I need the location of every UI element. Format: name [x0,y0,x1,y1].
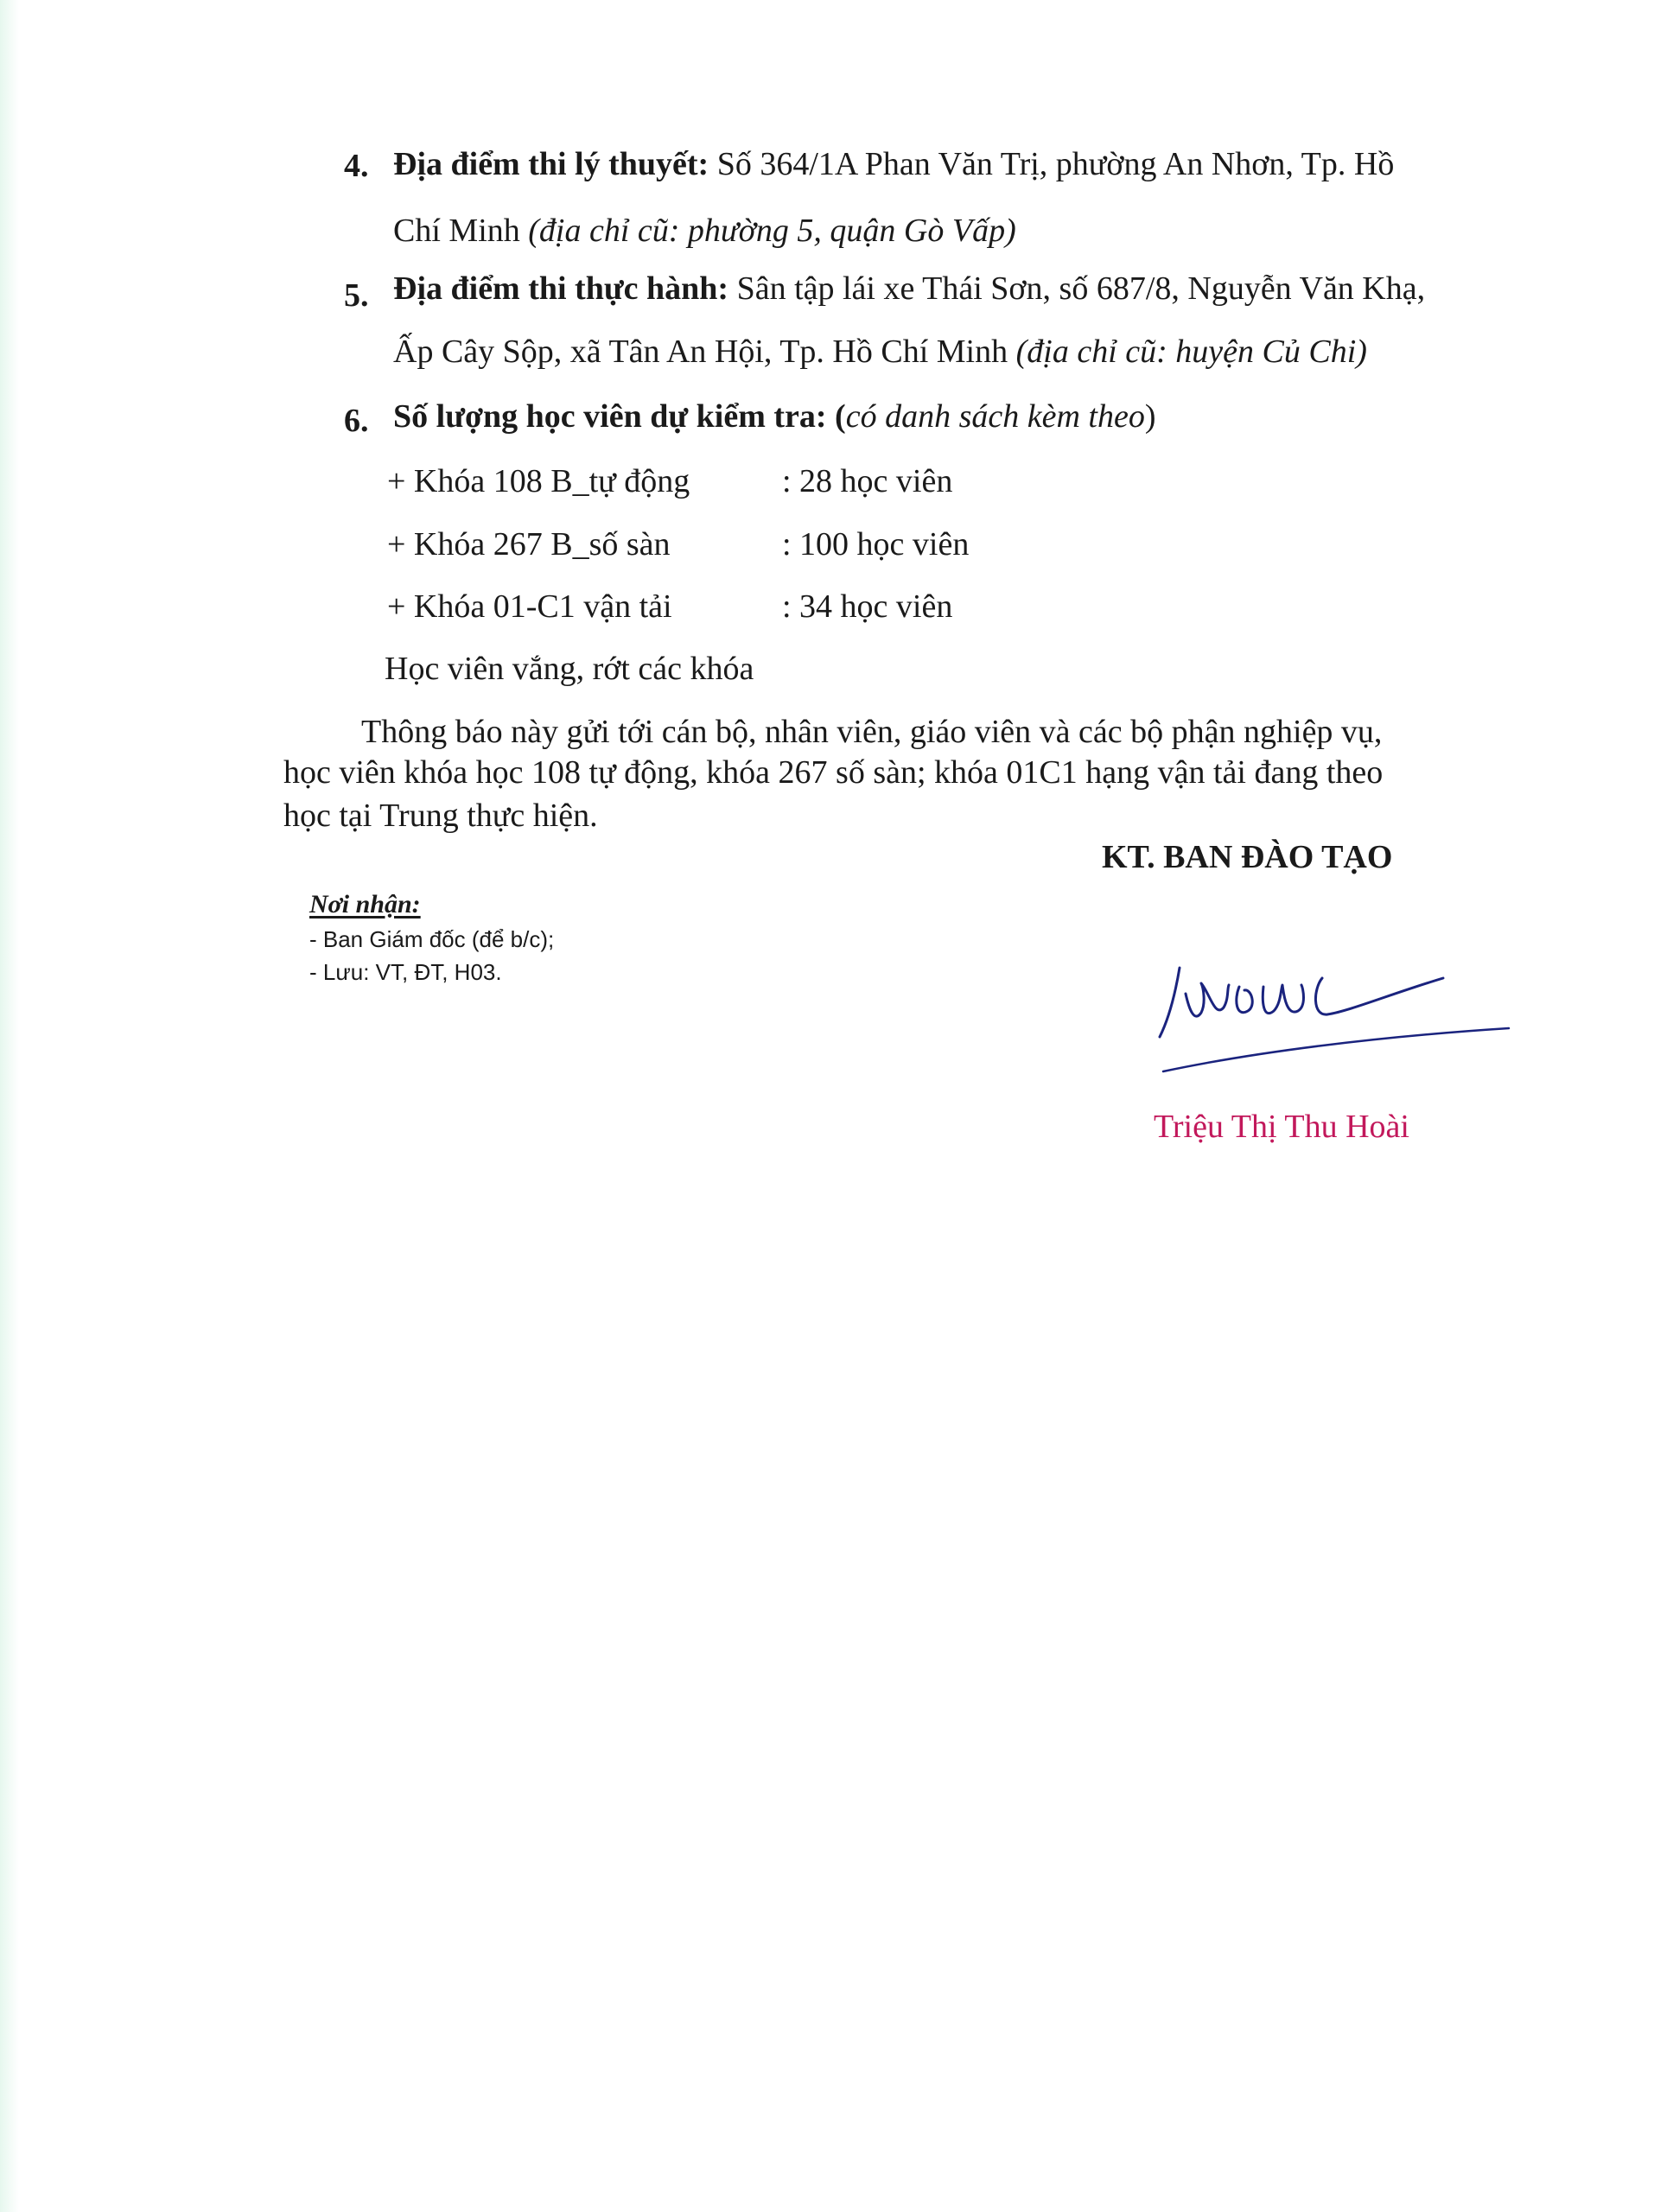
absent-note: Học viên vắng, rớt các khóa [385,651,754,687]
item-note: có danh sách kèm theo [845,398,1145,435]
item-line [393,270,1425,308]
item-line [393,212,1016,250]
course-count: : 28 học viên [782,463,953,499]
course-name: + Khóa 108 B_tự động [387,463,690,499]
course-count: : 100 học viên [782,526,970,563]
item-line [393,397,1156,435]
paragraph-line: học tại Trung thực hiện. [283,798,598,834]
paragraph-line: học viên khóa học 108 tự động, khóa 267 số sàn; khóa 01C1 hạng vận tải đang theo [283,754,1384,791]
item-number: 5. [344,277,369,314]
item-note: (địa chỉ cũ: huyện Củ Chi) [1015,334,1367,370]
scan-edge [0,0,19,2212]
signer-name: Triệu Thị Thu Hoài [1154,1109,1409,1145]
item-text: Chí Minh [393,213,529,249]
course-name: + Khóa 01-C1 vận tải [387,588,672,625]
recipients-line: - Lưu: VT, ĐT, H03. [309,959,502,985]
item-close: ) [1144,398,1156,435]
paragraph-line: Thông báo này gửi tới cán bộ, nhân viên, giáo viên và các bộ phận nghiệp vụ, [361,714,1383,750]
item-line [393,333,1367,371]
item-label: Địa điểm thi lý thuyết: [393,146,709,182]
signature-title: KT. BAN ĐÀO TẠO [1102,839,1393,875]
handwritten-signature [1149,933,1512,1080]
recipients-label: Nơi nhận: [309,890,421,918]
item-number: 6. [344,403,369,439]
course-count: : 34 học viên [782,588,953,625]
item-text: Ấp Cây Sộp, xã Tân An Hội, Tp. Hồ Chí Minh [393,334,1016,370]
recipients-line: - Ban Giám đốc (để b/c); [309,926,555,952]
course-name: + Khóa 267 B_số sàn [387,526,671,563]
item-text: Số 364/1A Phan Văn Trị, phường An Nhơn, Tp. Hồ [709,146,1395,182]
item-note: (địa chỉ cũ: phường 5, quận Gò Vấp) [528,213,1016,249]
item-text: Sân tập lái xe Thái Sơn, số 687/8, Nguyễn Văn Khạ, [728,270,1426,307]
item-number: 4. [344,148,369,184]
item-line [393,145,1394,183]
item-label: Số lượng học viên dự kiểm tra: ( [393,398,846,435]
item-label: Địa điểm thi thực hành: [393,270,729,307]
